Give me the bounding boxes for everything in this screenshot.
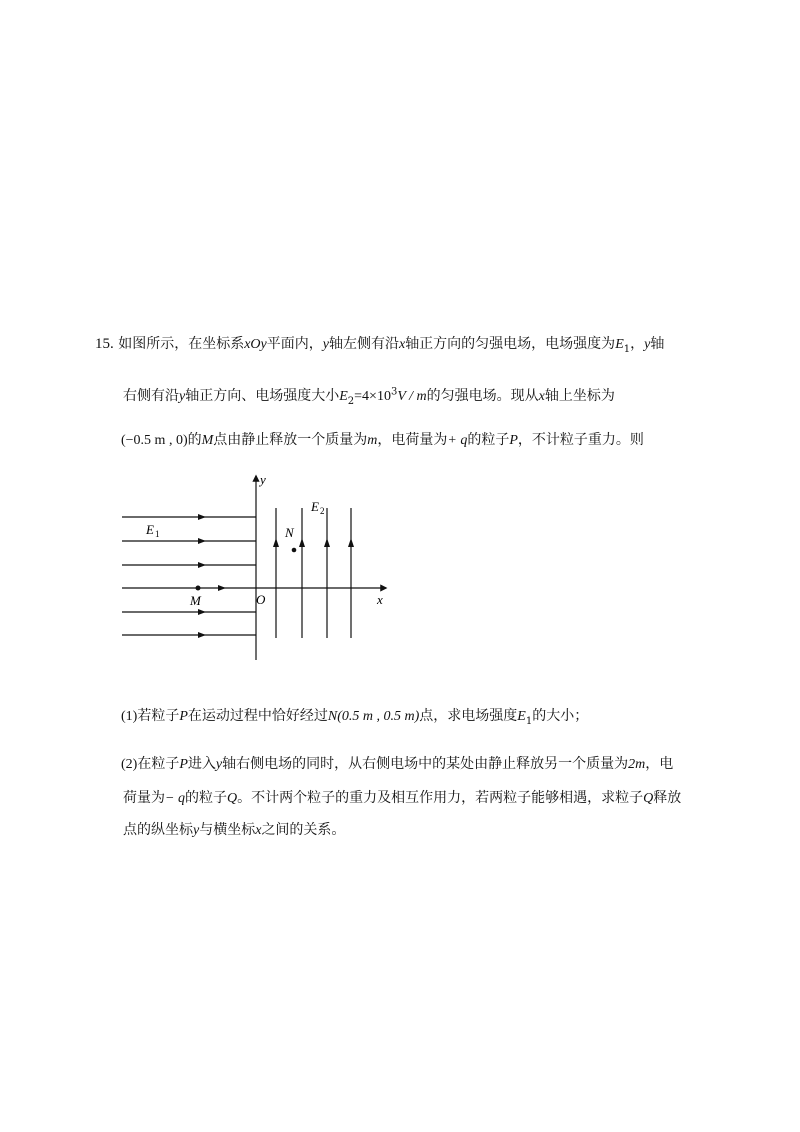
math-m-coord: (−0.5 m , 0) — [121, 433, 188, 448]
part2-line-3 — [123, 820, 345, 841]
origin-label: O — [256, 592, 266, 607]
m-point-label: M — [190, 593, 201, 608]
text-run: 点的纵坐标 — [123, 822, 193, 838]
e2-label-sub: 2 — [320, 506, 325, 516]
math-exp: 3 — [390, 386, 398, 398]
math-y: y — [179, 389, 186, 404]
text-run: 如图所示，在坐标系 — [118, 336, 245, 352]
e1-field-lines — [122, 517, 256, 635]
math-y: y — [322, 337, 329, 352]
text-run: 荷量为 — [123, 790, 165, 806]
text-run: 点由静止释放一个质量为 — [213, 432, 368, 448]
text-run: ， — [630, 336, 645, 352]
text-run: 的 — [187, 432, 202, 448]
y-axis-label: y — [260, 472, 266, 487]
text-run: 点，求电场强度 — [419, 708, 518, 724]
text-run: 轴上坐标为 — [544, 388, 615, 404]
arrowhead — [198, 514, 206, 520]
question-line-1 — [95, 334, 664, 355]
text-run: ，电荷量为 — [377, 432, 448, 448]
arrowhead — [198, 632, 206, 638]
arrowhead — [218, 585, 226, 591]
part2-line-2 — [123, 788, 681, 809]
math-unit: V / m — [397, 389, 427, 404]
math-m-point: M — [201, 433, 214, 448]
math-q: Q — [226, 791, 238, 806]
arrowhead — [273, 538, 279, 547]
e1-arrowheads — [198, 514, 226, 638]
text-run: 。不计两个粒子的重力及相互作用力，若两粒子能够相遇，求粒子 — [237, 790, 644, 806]
part1-number: (1) — [121, 709, 138, 724]
question-number: 15. — [95, 336, 114, 352]
math-x: x — [538, 389, 545, 404]
x-axis-label: x — [377, 592, 383, 607]
math-p: P — [179, 709, 188, 724]
part2-line-1 — [121, 754, 673, 775]
text-run: ，电 — [645, 756, 674, 772]
text-run: 的匀强电场。现从 — [426, 388, 539, 404]
math-charge: + q — [447, 433, 468, 448]
math-e2: E — [339, 389, 348, 404]
text-run: 释放 — [653, 790, 682, 806]
text-run: 在运动过程中恰好经过 — [187, 708, 328, 724]
text-run: 轴右侧电场的同时，从右侧电场中的某处由静止释放另一个质量为 — [222, 756, 629, 772]
field-diagram — [118, 470, 408, 664]
text-run: 在粒子 — [137, 756, 180, 772]
math-y: y — [193, 823, 200, 838]
point-n — [292, 548, 297, 553]
text-run: 若粒子 — [137, 708, 180, 724]
question-line-3 — [121, 430, 644, 451]
text-run: 轴正方向、电场强度大小 — [185, 388, 340, 404]
math-y: y — [644, 337, 651, 352]
math-xoy: xOy — [244, 337, 267, 352]
math-n-coord: N(0.5 m , 0.5 m) — [327, 709, 420, 724]
e1-label: E — [146, 522, 154, 537]
math-p: P — [179, 757, 188, 772]
text-run: 轴正方向的匀强电场，电场强度为 — [405, 336, 616, 352]
text-run: 右侧有沿 — [123, 388, 179, 404]
math-x: x — [255, 823, 262, 838]
text-run: 平面内， — [266, 336, 323, 352]
math-mass: m — [367, 433, 378, 448]
part2-number: (2) — [121, 757, 138, 772]
math-y: y — [215, 757, 223, 772]
math-2m: 2m — [628, 757, 646, 772]
n-point-label: N — [285, 525, 294, 540]
e2-label: E — [311, 499, 319, 514]
math-x: x — [398, 337, 406, 352]
math-p: P — [509, 433, 518, 448]
math-charge: − q — [165, 791, 185, 806]
text-run: 的粒子 — [467, 432, 510, 448]
point-m — [196, 586, 201, 591]
text-run: 轴 — [650, 336, 665, 352]
text-run: 的粒子 — [184, 790, 227, 806]
math-sub: 1 — [525, 715, 533, 727]
text-run: 轴左侧有沿 — [328, 336, 399, 352]
text-run: 与横坐标 — [199, 822, 256, 838]
text-run: 进入 — [187, 756, 216, 772]
field-diagram-svg — [118, 470, 408, 660]
math-q: Q — [643, 791, 654, 806]
arrowhead — [324, 538, 330, 547]
arrowhead — [348, 538, 354, 547]
arrowhead — [299, 538, 305, 547]
arrowhead — [198, 538, 206, 544]
text-run: 之间的关系。 — [261, 822, 346, 838]
math-e2-value: =4×10 — [354, 389, 391, 404]
part1-line — [121, 706, 588, 727]
arrowhead — [198, 609, 206, 615]
math-e1: E — [517, 709, 526, 724]
text-run: ，不计粒子重力。则 — [517, 432, 644, 448]
text-run: 的大小； — [532, 708, 589, 724]
question-line-2 — [123, 386, 615, 407]
e1-label-sub: 1 — [155, 529, 160, 539]
arrowhead — [198, 562, 206, 568]
math-sub: 1 — [623, 343, 631, 355]
math-sub: 2 — [347, 395, 355, 407]
math-e1: E — [615, 337, 624, 352]
